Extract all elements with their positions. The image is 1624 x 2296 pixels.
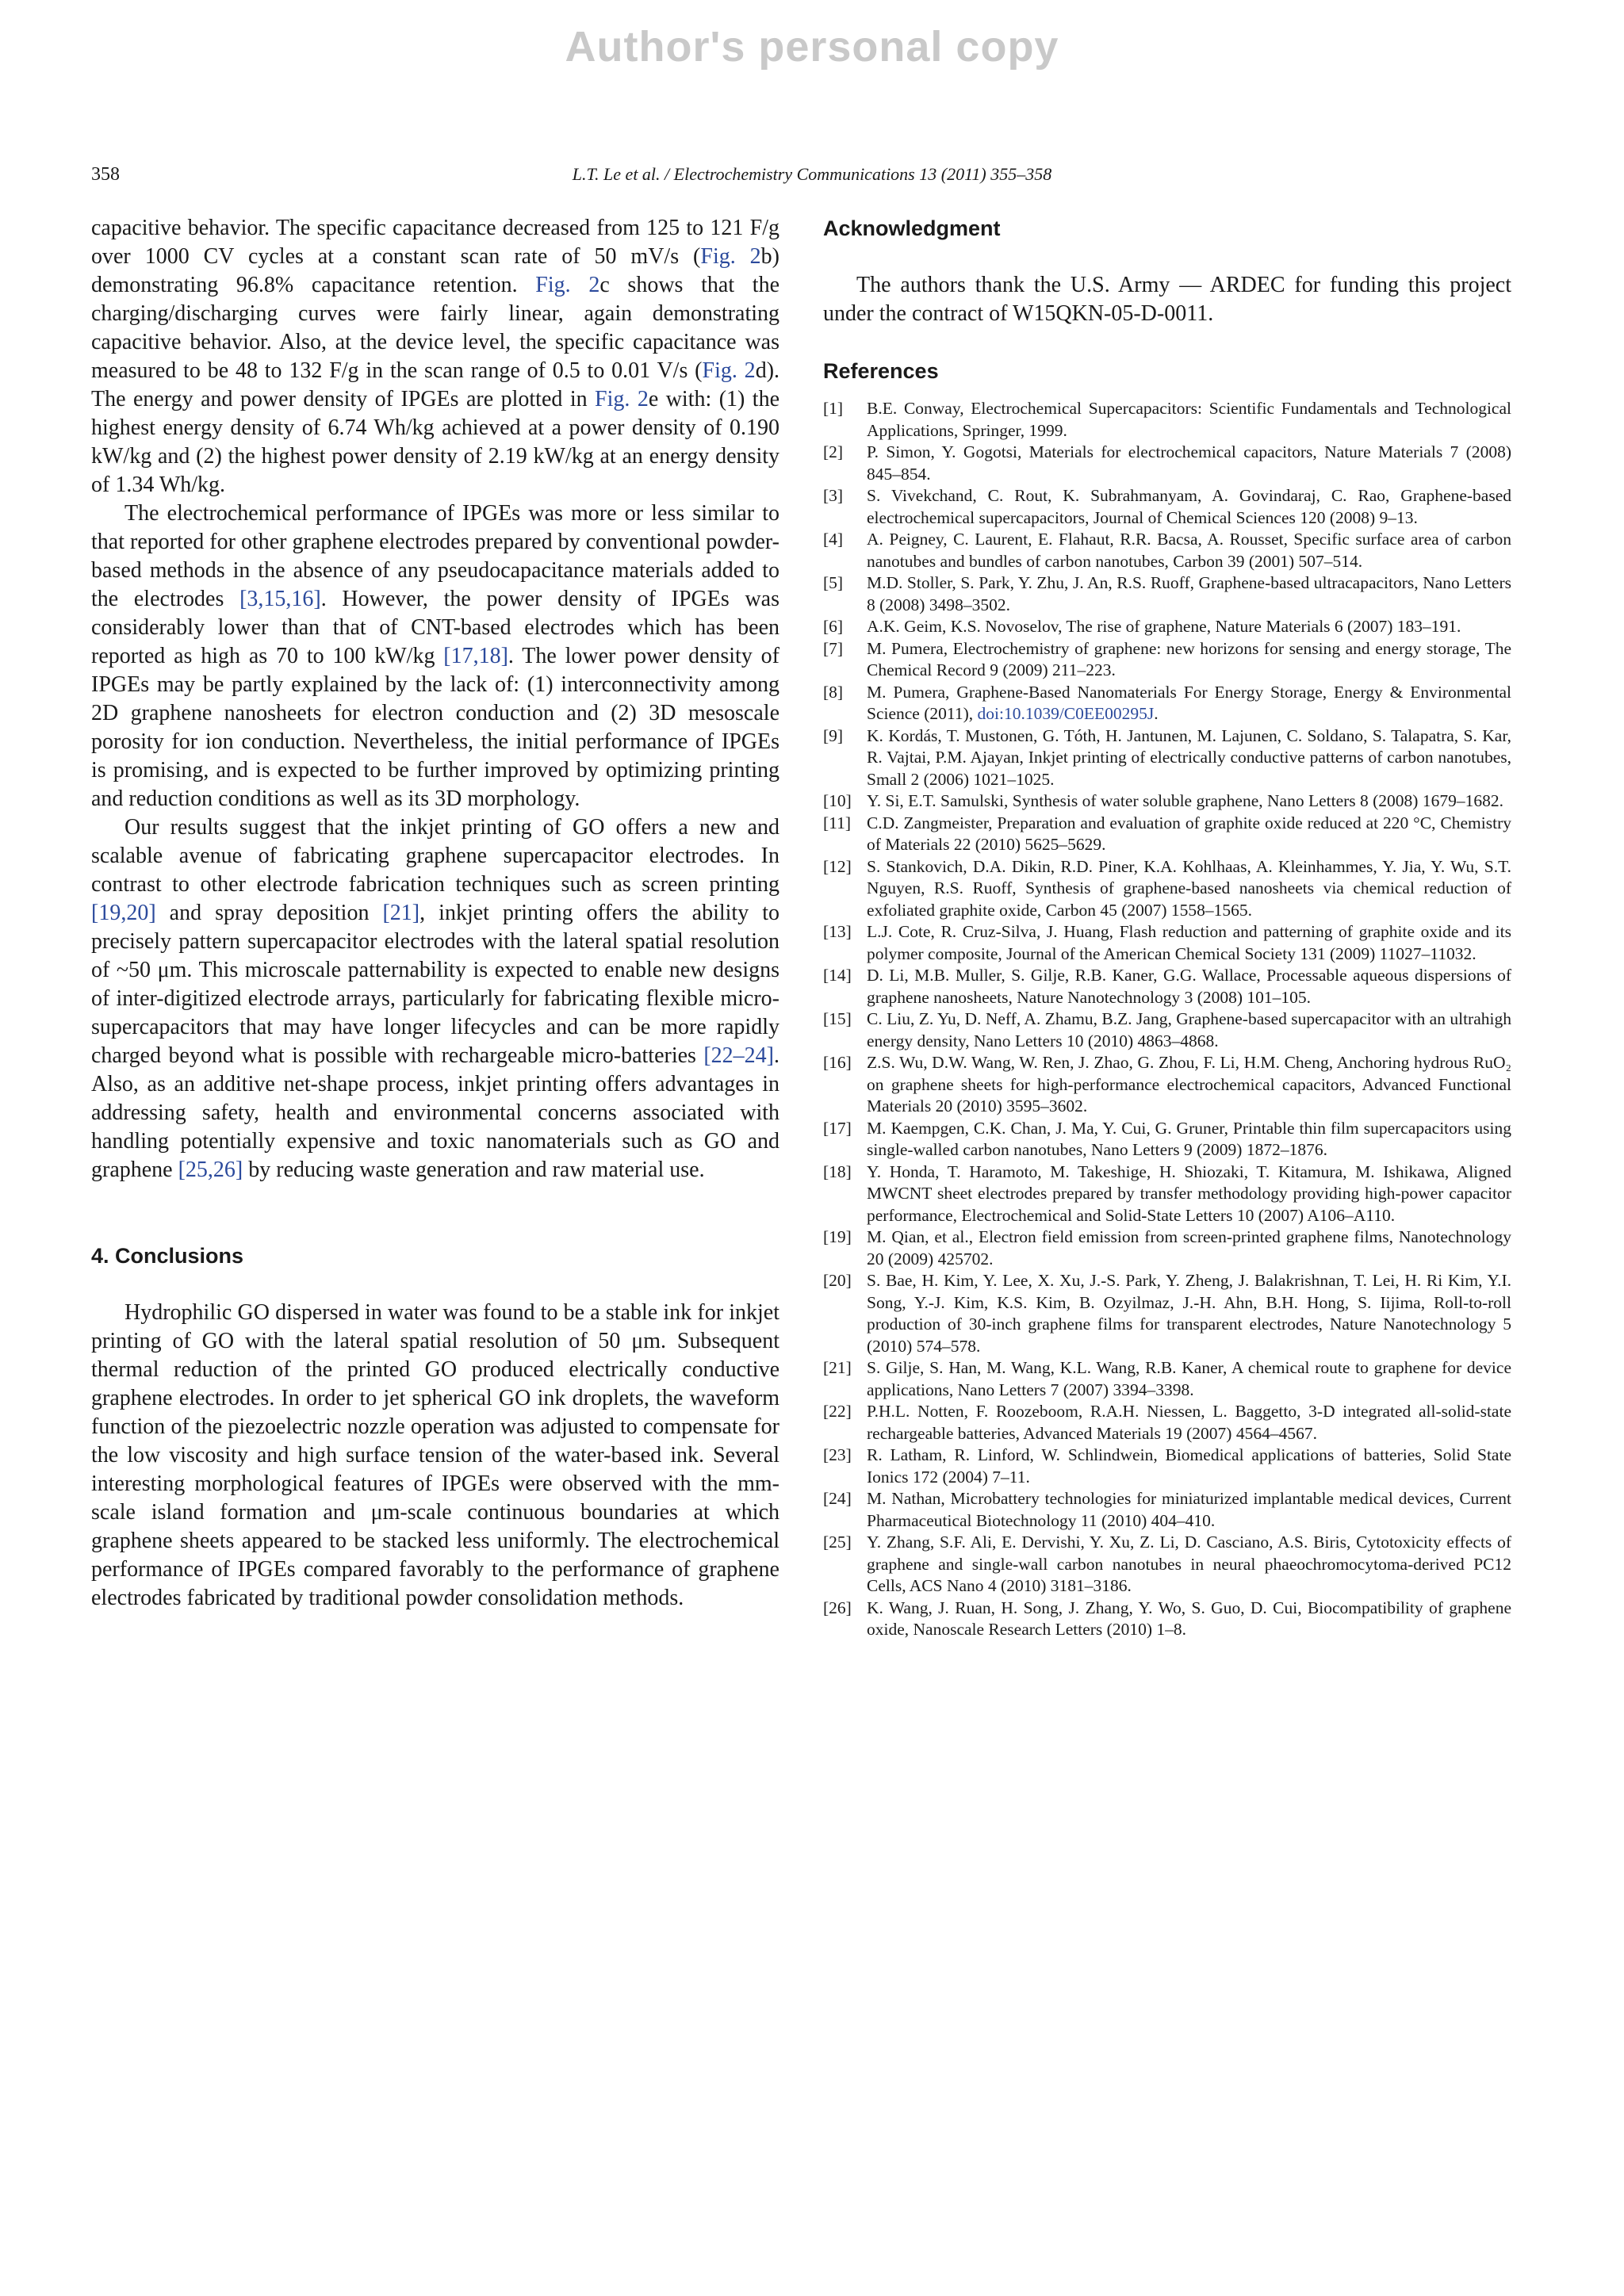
figure-link[interactable]: Fig. 2 (700, 244, 761, 269)
reference-number: [2] (823, 442, 844, 461)
reference-item (823, 1226, 1511, 1270)
reference-text: S. Stankovich, D.A. Dikin, R.D. Piner, K.A. Kohlhaas, A. Kleinhammes, Y. Jia, Y. Wu, S.T. Nguyen, R.S. Ruoff, Synthesis of graphene-based nanosheets via chemical reduction of exfoliated graphite oxide, Carbon 45 (2007) 1558–1565. (867, 856, 1511, 920)
reference-text: A. Peigney, C. Laurent, E. Flahaut, R.R. Bacsa, A. Rousset, Specific surface area of carbon nanotubes and bundles of carbon nanotubes, Carbon 39 (2001) 507–514. (867, 530, 1511, 571)
reference-number: [26] (823, 1598, 852, 1617)
watermark: Author's personal copy (565, 23, 1059, 71)
reference-item (823, 1488, 1511, 1532)
reference-text: M.D. Stoller, S. Park, Y. Zhu, J. An, R.S. Ruoff, Graphene-based ultracapacitors, Nano Letters 8 (2008) 3498–3502. (867, 573, 1511, 614)
reference-number: [19] (823, 1227, 852, 1246)
reference-number: [7] (823, 638, 844, 658)
reference-item (823, 1445, 1511, 1488)
text-run: The electrochemical performance of IPGEs was more or less similar to that reported for other graphene electrodes prepared by conventional powder-based methods in the absence of any pseudocapacitance materials added to the electrodes (91, 501, 779, 611)
text-run: d). The energy and power density of IPGEs are plotted in (91, 358, 780, 411)
citation-link[interactable]: [17,18] (443, 644, 508, 668)
reference-number: [18] (823, 1161, 852, 1181)
reference-text: D. Li, M.B. Muller, S. Gilje, R.B. Kaner, G.G. Wallace, Processable aqueous dispersions of graphene nanosheets, Nature Nanotechnology 3 (2008) 101–105. (867, 966, 1511, 1007)
reference-item (823, 1118, 1511, 1161)
text-run: . However, the power density of IPGEs was considerably lower than that of CNT-based electrodes which has been reported as high as 70 to 100 kW/kg (91, 587, 779, 668)
text-run: capacitive behavior. The specific capacitance decreased from 125 to 121 F/g over 1000 CV cycles at a constant scan rate of 50 mV/s ( (91, 216, 779, 269)
reference-item (823, 616, 1511, 638)
reference-number: [1] (823, 399, 844, 418)
citation-link[interactable]: [22–24] (703, 1043, 774, 1068)
reference-item (823, 1532, 1511, 1598)
reference-number: [3] (823, 486, 844, 505)
reference-number: [11] (823, 813, 852, 832)
reference-number: [16] (823, 1053, 852, 1072)
reference-item (823, 813, 1511, 856)
reference-item (823, 1598, 1511, 1641)
citation-link[interactable]: [19,20] (91, 901, 156, 925)
reference-text: P.H.L. Notten, F. Roozeboom, R.A.H. Niessen, L. Baggetto, 3-D integrated all-solid-state rechargeable batteries, Advanced Materials 19 (2007) 4564–4567. (867, 1402, 1511, 1443)
reference-item (823, 529, 1511, 572)
reference-number: [21] (823, 1358, 852, 1377)
running-head: L.T. Le et al. / Electrochemistry Communications 13 (2011) 355–358 (572, 164, 1052, 184)
reference-text: S. Bae, H. Kim, Y. Lee, X. Xu, J.-S. Park, Y. Zheng, J. Balakrishnan, T. Lei, H. Ri Kim, Y.I. Song, Y.-J. Kim, K.S. Kim, B. Ozyilmaz, J.-H. Ahn, B.H. Hong, S. Iijima, Roll-to-roll production of 30-inch graphene films for transparent electrodes, Nature Nanotechnology 5 (2010) 574–578. (867, 1271, 1511, 1356)
text-run: , inkjet printing offers the ability to precisely pattern supercapacitor electrodes with the lateral spatial resolution of ~50 μm. This microscale patternability is expected to enable new designs of inter-digitized electrode arrays, particularly for fabricating flexible micro-supercapacitors that may have longer lifecycles and can be more rapidly charged beyond what is possible with rechargeable micro-batteries (91, 901, 780, 1068)
reference-number: [17] (823, 1118, 852, 1138)
acknowledgment-paragraph: The authors thank the U.S. Army — ARDEC for funding this project under the contract of W15QKN-05-D-0011. (823, 273, 1511, 326)
reference-text: . (1154, 704, 1159, 723)
reference-item (823, 1401, 1511, 1445)
section-heading-acknowledgment: Acknowledgment (823, 216, 1001, 240)
reference-item (823, 856, 1511, 922)
reference-number: [12] (823, 856, 852, 876)
figure-link[interactable]: Fig. 2 (595, 387, 649, 411)
doi-link[interactable]: doi:10.1039/C0EE00295J (977, 704, 1155, 723)
reference-text: K. Kordás, T. Mustonen, G. Tóth, H. Jantunen, M. Lajunen, C. Soldano, S. Talapatra, S. Kar, R. Vajtai, P.M. Ajayan, Inkjet printing of electrically conductive patterns of carbon nanotubes, Small 2 (2006) 1021–1025. (867, 725, 1511, 789)
reference-number: [13] (823, 922, 852, 941)
reference-number: [6] (823, 617, 844, 636)
reference-text: Y. Zhang, S.F. Ali, E. Dervishi, Y. Xu, Z. Li, D. Casciano, A.S. Biris, Cytotoxicity effects of graphene and single-wall carbon nanotubes in neural phaeochromocytoma-derived PC12 Cells, ACS Nano 4 (2010) 3181–3186. (867, 1533, 1511, 1595)
reference-number: [14] (823, 966, 852, 985)
conclusions-paragraph: Hydrophilic GO dispersed in water was found to be a stable ink for inkjet printing of GO with the lateral spatial resolution of 50 μm. Subsequent thermal reduction of the printed GO produced electrically conductive graphene electrodes. In order to jet spherical GO ink droplets, the waveform function of the piezoelectric nozzle operation was adjusted to compensate for the low viscosity and high surface tension of the water-based ink. Several interesting morphological features of IPGEs were observed with the mm-scale island formation and μm-scale continuous boundaries at which graphene sheets appeared to be stacked less uniformly. The electrochemical performance of IPGEs compared favorably to the performance of graphene electrodes fabricated by traditional powder consolidation methods. (91, 1300, 779, 1610)
reference-number: [4] (823, 530, 844, 549)
reference-item (823, 790, 1511, 813)
figure-link[interactable]: Fig. 2 (702, 358, 756, 383)
reference-text: Y. Si, E.T. Samulski, Synthesis of water soluble graphene, Nano Letters 8 (2008) 1679–1682. (867, 791, 1503, 810)
reference-number: [8] (823, 682, 844, 702)
reference-number: [15] (823, 1009, 852, 1028)
section-heading-references: References (823, 359, 939, 383)
reference-number: [9] (823, 725, 844, 745)
reference-text: M. Pumera, Graphene-Based Nanomaterials For Energy Storage, Energy & Environmental Science (2011), (867, 682, 1511, 723)
reference-text: C. Liu, Z. Yu, D. Neff, A. Zhamu, B.Z. Jang, Graphene-based supercapacitor with an ultrahigh energy density, Nano Letters 10 (2010) 4863–4868. (867, 1009, 1511, 1050)
reference-item (823, 682, 1511, 725)
reference-item (823, 638, 1511, 682)
reference-item (823, 442, 1511, 485)
text-run: and spray deposition (155, 901, 383, 925)
reference-text: S. Vivekchand, C. Rout, K. Subrahmanyam, A. Govindaraj, C. Rao, Graphene-based electrochemical supercapacitors, Journal of Chemical Sciences 120 (2008) 9–13. (867, 486, 1511, 527)
reference-item (823, 572, 1511, 616)
reference-item (823, 398, 1511, 442)
reference-item (823, 1161, 1511, 1227)
reference-number: [20] (823, 1271, 852, 1290)
reference-text: L.J. Cote, R. Cruz-Silva, J. Huang, Flash reduction and patterning of graphite oxide and its polymer composite, Journal of the American Chemical Society 131 (2009) 11027–11032. (867, 922, 1511, 963)
text-run: by reducing waste generation and raw material use. (243, 1158, 705, 1182)
reference-number: [10] (823, 791, 852, 810)
reference-text: C.D. Zangmeister, Preparation and evaluation of graphite oxide reduced at 220 °C, Chemistry of Materials 22 (2010) 5625–5629. (867, 813, 1511, 854)
text-run: Our results suggest that the inkjet printing of GO offers a new and scalable avenue of fabricating graphene supercapacitor electrodes. In contrast to other electrode fabrication techniques such as screen printing (91, 815, 779, 897)
citation-link[interactable]: [21] (382, 901, 420, 925)
text-run: c shows that the charging/discharging curves were fairly linear, again demonstrating capacitive behavior. Also, at the device level, the specific capacitance was measured to be 48 to 132 F/g in the scan range of 0.5 to 0.01 V/s ( (91, 273, 779, 383)
text-run: b) demonstrating 96.8% capacitance retention. (91, 244, 779, 297)
reference-number: [25] (823, 1533, 852, 1552)
text-run: . Also, as an additive net-shape process, inkjet printing offers advantages in addressing safety, health and environmental concerns associated with handling potentially expensive and toxic nanomaterials such as GO and graphene (91, 1043, 779, 1182)
reference-item (823, 485, 1511, 529)
reference-item (823, 1270, 1511, 1357)
reference-text: M. Pumera, Electrochemistry of graphene: new horizons for sensing and energy storage, The Chemical Record 9 (2009) 211–223. (867, 638, 1511, 679)
reference-text: K. Wang, J. Ruan, H. Song, J. Zhang, Y. Wo, S. Guo, D. Cui, Biocompatibility of graphene oxide, Nanoscale Research Letters (2010) 1–8. (867, 1598, 1511, 1639)
right-column (823, 214, 1511, 1641)
text-run: . The lower power density of IPGEs may be partly explained by the lack of: (1) interconnectivity among 2D graphene nanosheets for electron conduction and (2) 3D mesoscale porosity for ion conduction. Nevertheless, the initial performance of IPGEs is promising, and is expected to be further improved by optimizing printing and reduction conditions as well as its 3D morphology. (91, 644, 779, 811)
page-number: 358 (91, 164, 120, 185)
reference-item (823, 725, 1511, 791)
reference-text: M. Kaempgen, C.K. Chan, J. Ma, Y. Cui, G. Gruner, Printable thin film supercapacitors using single-walled carbon nanotubes, Nano Letters 9 (2009) 1872–1876. (867, 1118, 1511, 1159)
reference-text: M. Qian, et al., Electron field emission from screen-printed graphene films, Nanotechnology 20 (2009) 425702. (867, 1227, 1511, 1269)
section-heading-conclusions: 4. Conclusions (91, 1244, 244, 1268)
reference-text: M. Nathan, Microbattery technologies for miniaturized implantable medical devices, Current Pharmaceutical Biotechnology 11 (2010) 404–410. (867, 1489, 1511, 1530)
reference-list (823, 398, 1511, 1641)
reference-text: P. Simon, Y. Gogotsi, Materials for electrochemical capacitors, Nature Materials 7 (2008) 845–854. (867, 442, 1511, 484)
reference-item (823, 1008, 1511, 1052)
reference-number: [22] (823, 1402, 852, 1421)
paragraph (91, 214, 779, 499)
paragraph (91, 813, 779, 1184)
reference-number: [23] (823, 1445, 852, 1464)
reference-text: Z.S. Wu, D.W. Wang, W. Ren, J. Zhao, G. Zhou, F. Li, H.M. Cheng, Anchoring hydrous RuO₂ on graphene sheets for high-performance electrochemical capacitors, Advanced Functional Materials 20 (2010) 3595–3602. (867, 1053, 1511, 1115)
left-column (91, 214, 779, 1613)
reference-item (823, 921, 1511, 965)
reference-number: [5] (823, 573, 844, 592)
reference-item (823, 1052, 1511, 1118)
reference-item (823, 965, 1511, 1008)
paragraph (91, 499, 779, 813)
figure-link[interactable]: Fig. 2 (535, 273, 600, 297)
citation-link[interactable]: [25,26] (178, 1158, 243, 1182)
reference-number: [24] (823, 1489, 852, 1508)
reference-text: B.E. Conway, Electrochemical Supercapacitors: Scientific Fundamentals and Technological Applications, Springer, 1999. (867, 399, 1511, 440)
reference-text: Y. Honda, T. Haramoto, M. Takeshige, H. Shiozaki, T. Kitamura, M. Ishikawa, Aligned MWCNT sheet electrodes prepared by transfer methodology providing high-power capacitor performance, Electrochemical and Solid-State Letters 10 (2007) A106–A110. (867, 1161, 1511, 1225)
text-run: e with: (1) the highest energy density of 6.74 Wh/kg achieved at a power density of 0.190 kW/kg and (2) the highest power density of 2.19 kW/kg at an energy density of 1.34 Wh/kg. (91, 387, 780, 497)
reference-text: A.K. Geim, K.S. Novoselov, The rise of graphene, Nature Materials 6 (2007) 183–191. (867, 617, 1461, 636)
reference-text: R. Latham, R. Linford, W. Schlindwein, Biomedical applications of batteries, Solid State Ionics 172 (2004) 7–11. (867, 1445, 1511, 1487)
reference-item (823, 1357, 1511, 1401)
citation-link[interactable]: [3,15,16] (239, 587, 321, 611)
reference-text: S. Gilje, S. Han, M. Wang, K.L. Wang, R.B. Kaner, A chemical route to graphene for device applications, Nano Letters 7 (2007) 3394–3398. (867, 1358, 1511, 1399)
